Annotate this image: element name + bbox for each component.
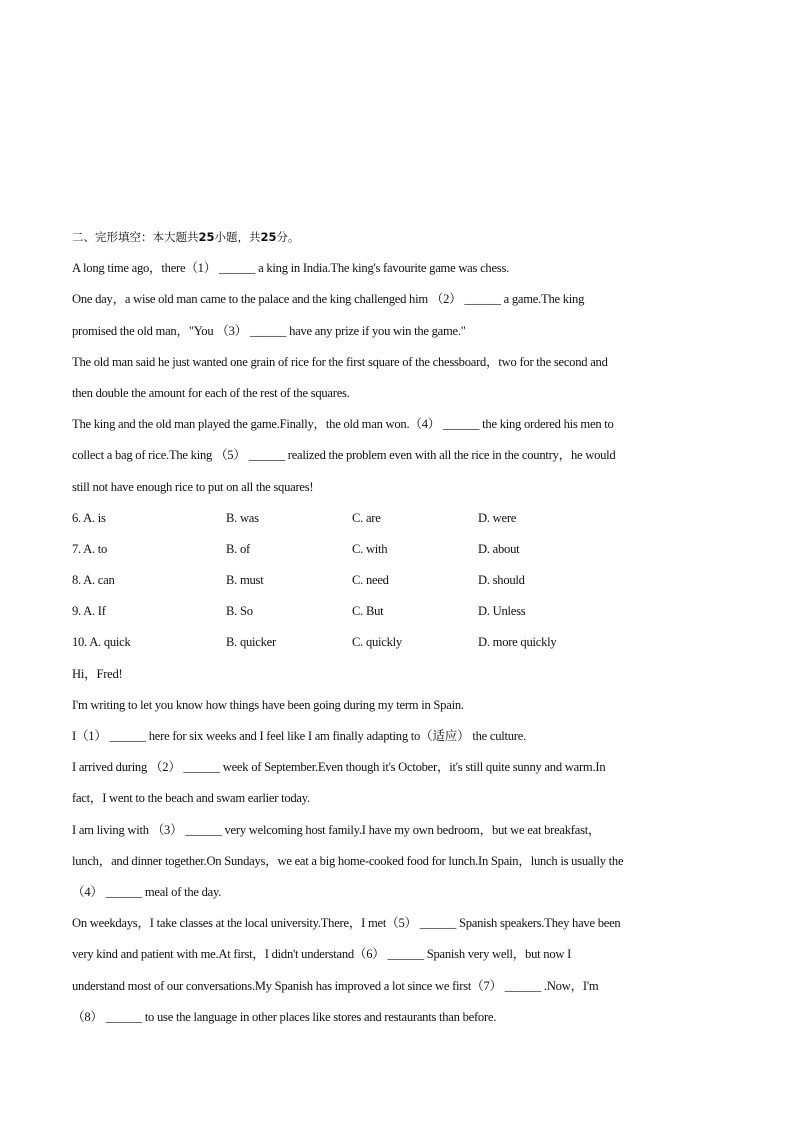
- passage-line: fact，I went to the beach and swam earlier today.: [72, 791, 310, 806]
- passage-line: I am living with （3） ______ very welcoming host family.I have my own bedroom，but we eat breakfast，: [72, 822, 601, 837]
- option-a: 9. A. If: [72, 604, 106, 619]
- option-row: [72, 596, 722, 627]
- option-c: C. with: [352, 541, 388, 556]
- option-d: D. about: [478, 541, 520, 556]
- passage-line: I（1） ______ here for six weeks and I feel like I am finally adapting to（适应） the culture.: [72, 729, 526, 743]
- options-table: [72, 503, 722, 659]
- option-b: B. of: [226, 541, 250, 556]
- option-a: 6. A. is: [72, 510, 106, 525]
- passage-line: Hi，Fred!: [72, 666, 123, 681]
- passage-line: （8） ______ to use the language in other places like stores and restaurants than before.: [72, 1009, 497, 1024]
- passage-line: still not have enough rice to put on all the squares!: [72, 479, 314, 494]
- option-d: D. should: [478, 573, 525, 588]
- passage-line: On weekdays，I take classes at the local university.There，I met（5） ______ Spanish speakers.They have been: [72, 916, 621, 931]
- option-b: B. was: [226, 510, 259, 525]
- option-a: 10. A. quick: [72, 635, 131, 650]
- option-d: D. were: [478, 510, 517, 525]
- passage-line: The old man said he just wanted one grain of rice for the first square of the chessboard，two for the second and: [72, 354, 608, 369]
- option-row: [72, 534, 722, 565]
- option-b: B. So: [226, 604, 253, 619]
- option-c: C. quickly: [352, 635, 402, 650]
- passage-line: I'm writing to let you know how things have been going during my term in Spain.: [72, 697, 464, 712]
- option-b: B. quicker: [226, 635, 276, 650]
- option-row: [72, 565, 722, 596]
- passage-line: then double the amount for each of the rest of the squares.: [72, 385, 350, 400]
- option-b: B. must: [226, 573, 264, 588]
- option-c: C. are: [352, 510, 381, 525]
- option-a: 8. A. can: [72, 573, 115, 588]
- passage-line: The king and the old man played the game.Finally，the old man won.（4） ______ the king ordered his men to: [72, 417, 614, 432]
- passage-1: [72, 253, 722, 503]
- passage-line: A long time ago，there（1） ______ a king in India.The king's favourite game was chess.: [72, 261, 509, 276]
- passage-line: very kind and patient with me.At first，I didn't understand（6） ______ Spanish very well，but now I: [72, 947, 572, 962]
- passage-line: I arrived during （2） ______ week of September.Even though it's October，it's still quite sunny and warm.In: [72, 760, 606, 775]
- option-d: D. more quickly: [478, 635, 557, 650]
- option-c: C. But: [352, 604, 384, 619]
- passage-line: collect a bag of rice.The king （5） ______ realized the problem even with all the rice in the country，he would: [72, 448, 616, 463]
- section-title: 二、完形填空：本大题共25小题，共25分。: [72, 230, 300, 244]
- option-a: 7. A. to: [72, 541, 108, 556]
- passage-line: One day，a wise old man came to the palace and the king challenged him （2） ______ a game.The king: [72, 292, 585, 307]
- option-c: C. need: [352, 573, 389, 588]
- passage-line: understand most of our conversations.My Spanish has improved a lot since we first（7） ______ .Now，I'm: [72, 978, 599, 993]
- option-row: [72, 627, 722, 658]
- passage-line: lunch，and dinner together.On Sundays，we eat a big home-cooked food for lunch.In Spain，lunch is usually the: [72, 853, 624, 868]
- passage-line: （4） ______ meal of the day.: [72, 884, 222, 899]
- passage-2: [72, 659, 722, 1033]
- cloze-section: [72, 222, 722, 1033]
- option-row: [72, 503, 722, 534]
- option-d: D. Unless: [478, 604, 526, 619]
- passage-line: promised the old man，"You （3） ______ have any prize if you win the game.": [72, 323, 466, 338]
